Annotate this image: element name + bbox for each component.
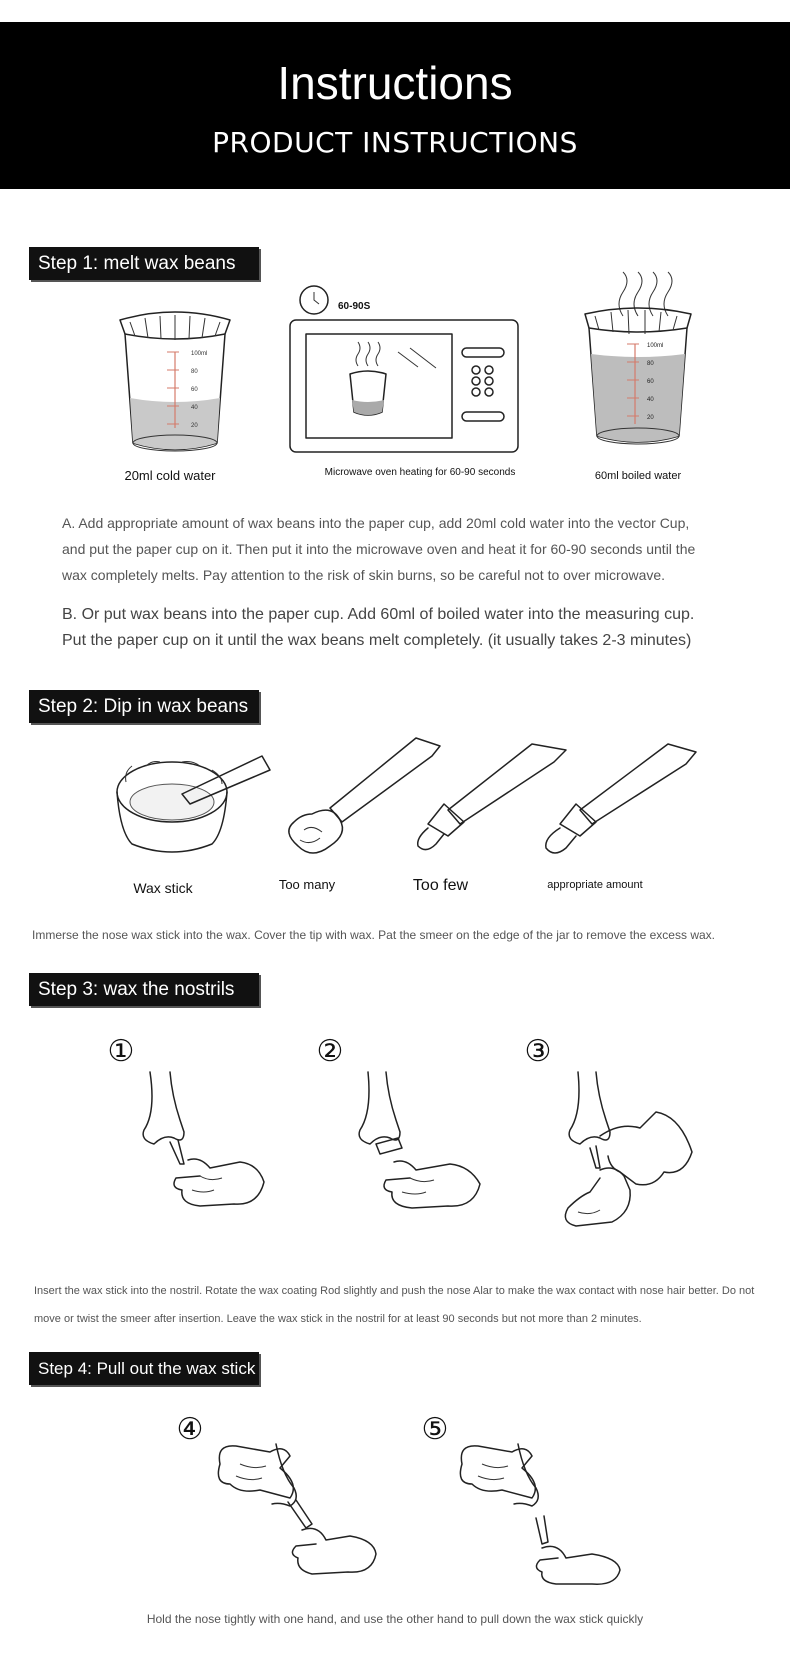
para-a-line-3: wax completely melts. Pay attention to the risk of skin burns, so be careful not to over microwave. [62,567,666,583]
microwave-illustration [288,282,523,454]
caption-too-few: Too few [412,877,469,894]
cup-tick-80: 80 [191,369,198,375]
step-3-label: Step 3: wax the nostrils [29,973,259,1006]
step-3-number-1: ① [107,1035,135,1068]
step-4-label: Step 4: Pull out the wax stick [29,1352,259,1385]
para-b-line-2: Put the paper cup on it until the wax beans melt completely. (it usually takes 2-3 minutes) [62,632,692,649]
step-3-number-3: ③ [524,1035,552,1068]
cold-water-cup-illustration [115,308,235,458]
step-2-note: Immerse the nose wax stick into the wax. Cover the tip with wax. Pat the smeer on the edge of the jar to remove the excess wax. [32,928,715,942]
para-a-line-2: and put the paper cup on it. Then put it into the microwave oven and heat it for 60-90 seconds until the [62,541,696,557]
page-subtitle: PRODUCT INSTRUCTIONS [212,126,578,159]
caption-appropriate: appropriate amount [547,879,643,891]
step-3-note-line-2: move or twist the smeer after insertion. Leave the wax stick in the nostril for at least 90 seconds but not more than 2 minutes. [34,1313,642,1325]
cup-tick-40: 40 [191,405,198,411]
step-3-note [34,1277,774,1333]
header-banner [0,22,790,189]
step-4-number-5: ⑤ [421,1413,449,1446]
nose-insert-illustration-2 [350,1072,490,1212]
para-a-line-1: A. Add appropriate amount of wax beans into the paper cup, add 20ml cold water into the vector Cup, [62,515,690,531]
stick-appropriate-illustration [538,742,698,862]
caption-wax-stick: Wax stick [133,880,193,896]
step-4-number-4: ④ [176,1413,204,1446]
cup-tick-20: 20 [191,423,198,429]
timer-label: 60-90S [338,301,371,312]
cup-tick-80-right: 80 [647,361,654,367]
step-3-number-2: ② [316,1035,344,1068]
caption-cold-water: 20ml cold water [124,468,216,483]
caption-boiled-water: 60ml boiled water [594,470,682,482]
step-1-paragraph-b [62,602,782,654]
pull-out-illustration-4 [210,1444,380,1574]
cup-tick-40-right: 40 [647,397,654,403]
wax-pot-illustration [112,752,282,862]
caption-too-many: Too many [278,877,336,892]
nose-insert-illustration-3 [560,1072,700,1232]
nose-insert-illustration-1 [140,1072,270,1212]
para-b-line-1: B. Or put wax beans into the paper cup. Add 60ml of boiled water into the measuring cup. [62,606,695,623]
step-1-paragraph-a [62,510,762,588]
caption-microwave: Microwave oven heating for 60-90 seconds [324,467,516,478]
step-4-note: Hold the nose tightly with one hand, and use the other hand to pull down the wax stick quickly [146,1612,644,1626]
cup-tick-20-right: 20 [647,415,654,421]
cup-tick-100: 100ml [191,351,208,357]
cup-tick-60: 60 [191,387,198,393]
step-3-note-line-1: Insert the wax stick into the nostril. Rotate the wax coating Rod slightly and push the nose Alar to make the wax contact with nose hair better. Do not [34,1285,755,1297]
pull-out-illustration-5 [452,1444,632,1584]
cup-tick-60-right: 60 [647,379,654,385]
boiled-water-cup-illustration [583,274,693,454]
page-title: Instructions [277,57,513,109]
cup-tick-100-right: 100ml [647,343,664,349]
step-1-label: Step 1: melt wax beans [29,247,259,280]
step-2-label: Step 2: Dip in wax beans [29,690,259,723]
